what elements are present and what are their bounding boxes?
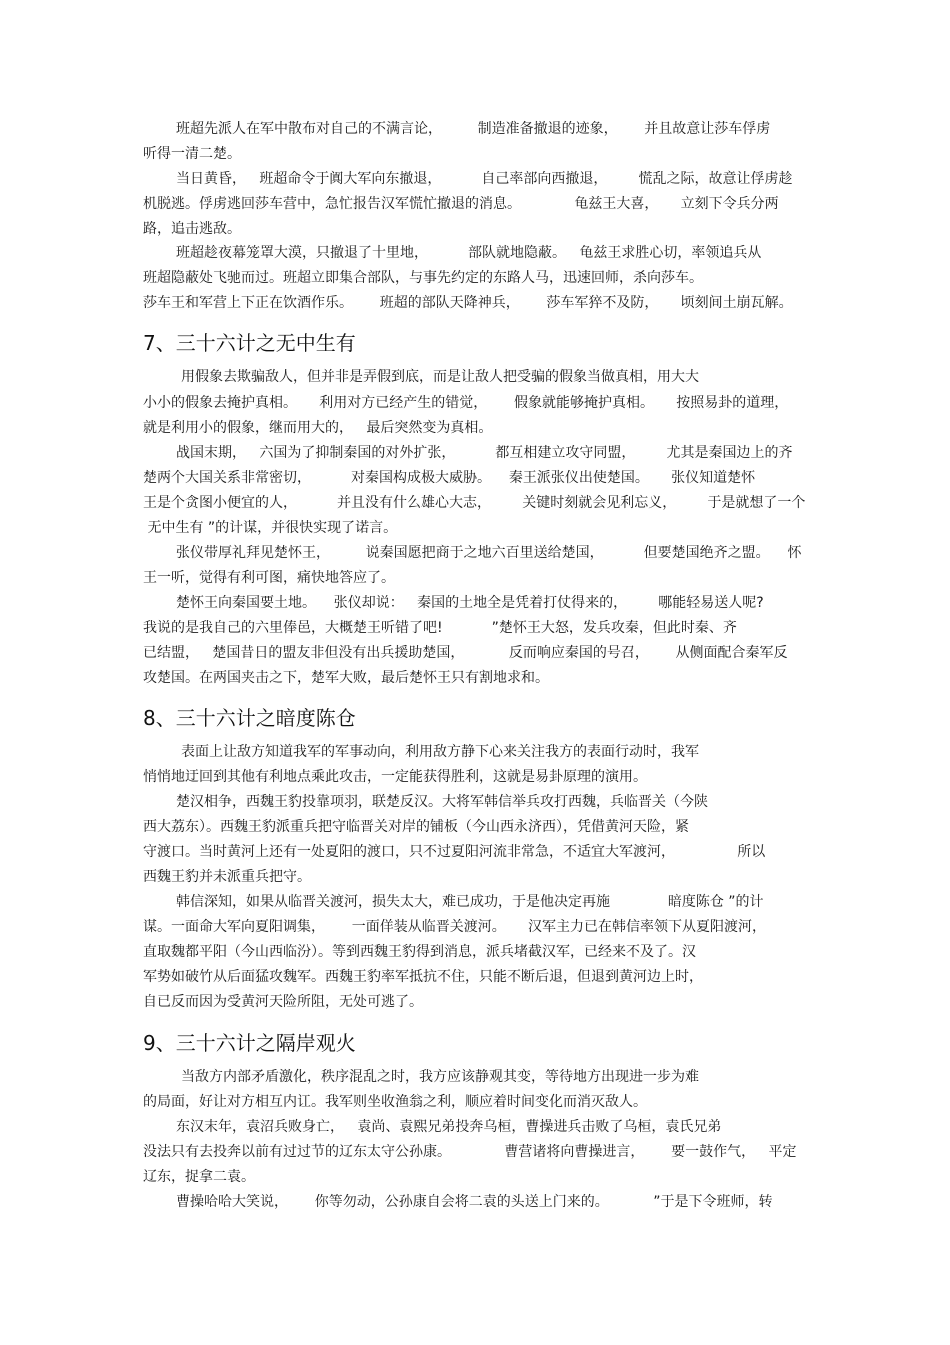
text-line: 机脱逃。俘虏逃回莎车营中，急忙报告汉军慌忙撤退的消息。 龟兹王大喜， 立刻下令兵分两	[143, 196, 779, 212]
text-line: 班超先派人在军中散布对自己的不满言论， 制造准备撤退的迹象， 并且故意让莎车俘虏	[176, 121, 771, 137]
text-line: 守渡口。当时黄河上还有一处夏阳的渡口，只不过夏阳河流非常急，不适宜大军渡河， 所以	[143, 844, 766, 860]
text-line: 张仪带厚礼拜见楚怀王， 说秦国愿把商于之地六百里送给楚国， 但要楚国绝齐之盟。 怀	[176, 545, 802, 561]
text-line: 表面上让敌方知道我军的军事动向，利用敌方静下心来关注我方的表面行动时，我军	[181, 744, 699, 760]
text-line: 就是利用小的假象，继而用大的， 最后突然变为真相。	[143, 420, 493, 436]
text-line: 班超趁夜幕笼罩大漠，只撤退了十里地， 部队就地隐蔽。 龟兹王求胜心切，率领追兵从	[176, 245, 762, 261]
text-line: 战国末期， 六国为了抑制秦国的对外扩张， 都互相建立攻守同盟， 尤其是秦国边上的齐	[176, 445, 793, 461]
text-line: 西大荔东）。西魏王豹派重兵把守临晋关对岸的铺板（今山西永济西），凭借黄河天险，紧	[143, 819, 689, 835]
text-line: 班超隐蔽处飞驰而过。班超立即集合部队，与事先约定的东路人马，迅速回师，杀向莎车。	[143, 270, 703, 286]
text-line: 王是个贪图小便宜的人， 并且没有什么雄心大志， 关键时刻就会见利忘义， 于是就想了一个	[143, 495, 806, 511]
text-line: 听得一清二楚。	[143, 146, 241, 162]
text-line: 当日黄昏， 班超命令于阗大军向东撤退， 自己率部向西撤退， 慌乱之际，故意让俘虏趁	[176, 171, 793, 187]
text-line: 路，追击逃敌。	[143, 221, 241, 237]
text-line: 军势如破竹从后面猛攻魏军。西魏王豹率军抵抗不住，只能不断后退，但退到黄河边上时，	[143, 969, 703, 985]
text-line: 楚怀王向秦国要土地。 张仪却说： 秦国的土地全是凭着打仗得来的， 哪能轻易送人呢?	[176, 595, 764, 611]
text-line: 西魏王豹并未派重兵把守。	[143, 869, 311, 885]
text-line: 悄悄地迂回到其他有利地点乘此攻击，一定能获得胜利，这就是易卦原理的演用。	[143, 769, 647, 785]
text-line: 王一听，觉得有利可图，痛快地答应了。	[143, 570, 395, 586]
text-line: 已结盟， 楚国昔日的盟友非但没有出兵援助楚国， 反而响应秦国的号召， 从侧面配合秦军反	[143, 645, 788, 661]
text-line: 没法只有去投奔以前有过过节的辽东太守公孙康。 曹营诸将向曹操进言， 要一鼓作气， 平定	[143, 1144, 797, 1160]
text-line: 当敌方内部矛盾激化，秩序混乱之时，我方应该静观其变，等待地方出现进一步为难	[181, 1069, 699, 1085]
text-line: 曹操哈哈大笑说， 你等勿动，公孙康自会将二袁的头送上门来的。 ”于是下令班师，转	[176, 1194, 773, 1210]
text-line: 谋。一面命大军向夏阳调集， 一面佯装从临晋关渡河。 汉军主力已在韩信率领下从夏阳渡河，	[143, 919, 766, 935]
section-heading: 9、三十六计之隔岸观火	[143, 1031, 356, 1055]
section-heading: 7、三十六计之无中生有	[143, 331, 356, 355]
text-line: 的局面，好让对方相互内讧。我军则坐收渔翁之利，顺应着时间变化而消灭敌人。	[143, 1094, 647, 1110]
text-line: 东汉末年，袁沼兵败身亡， 袁尚、袁熙兄弟投奔乌桓，曹操进兵击败了乌桓，袁氏兄弟	[176, 1119, 722, 1135]
text-line: 楚汉相争，西魏王豹投靠项羽，联楚反汉。大将军韩信举兵攻打西魏，兵临晋关（今陕	[176, 794, 708, 810]
text-line: 我说的是我自己的六里俸邑，大概楚王听错了吧! ”楚怀王大怒，发兵攻秦，但此时秦、齐	[143, 620, 737, 636]
text-line: 楚两个大国关系非常密切， 对秦国构成极大威胁。 秦王派张仪出使楚国。 张仪知道楚怀	[143, 470, 756, 486]
text-line: 辽东，捉拿二袁。	[143, 1169, 255, 1185]
text-line: 直取魏都平阳（今山西临汾）。等到西魏王豹得到消息，派兵堵截汉军，已经来不及了。汉	[143, 944, 696, 960]
text-line: 自已反而因为受黄河天险所阻，无处可逃了。	[143, 994, 423, 1010]
section-heading: 8、三十六计之暗度陈仓	[143, 706, 356, 730]
text-line: 莎车王和军营上下正在饮酒作乐。 班超的部队天降神兵， 莎车军猝不及防， 顷刻间土崩瓦解。	[143, 295, 793, 311]
text-line: 无中生有 ”的计谋，并很快实现了诺言。	[143, 520, 398, 536]
text-line: 用假象去欺骗敌人，但并非是弄假到底，而是让敌人把受骗的假象当做真相，用大大	[181, 369, 699, 385]
text-line: 攻楚国。在两国夹击之下，楚军大败，最后楚怀王只有割地求和。	[143, 670, 549, 686]
text-line: 小小的假象去掩护真相。 利用对方已经产生的错觉， 假象就能够掩护真相。 按照易卦的道理，	[143, 395, 789, 411]
text-line: 韩信深知，如果从临晋关渡河，损失太大，难已成功，于是他决定再施 暗度陈仓 ”的计	[176, 894, 764, 910]
